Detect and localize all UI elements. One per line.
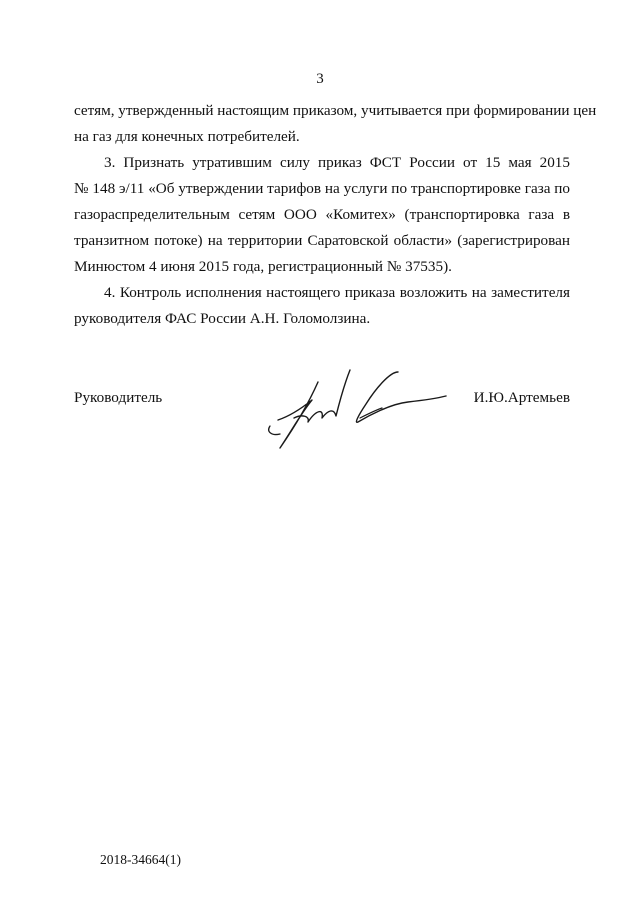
document-id: 2018-34664(1) [100, 852, 181, 867]
paragraph-1-line-1: сетям, утвержденный настоящим приказом, учитывается при формировании цен [74, 102, 597, 119]
paragraph-2-line-5: Минюстом 4 июня 2015 года, регистрационный № 37535). [74, 258, 452, 275]
signatory-title: Руководитель [74, 389, 163, 406]
signature-stroke-5 [360, 408, 382, 418]
paragraph-2-line-3: газораспределительным сетям ООО «Комитех» (транспортировка газа в [74, 206, 570, 223]
signatory-name: И.Ю.Артемьев [473, 389, 570, 406]
signature-stroke-3 [269, 426, 280, 435]
page-number: 3 [316, 71, 324, 87]
paragraph-2-line-2: № 148 э/11 «Об утверждении тарифов на услуги по транспортировке газа по [74, 180, 570, 197]
signature-stroke-1 [278, 382, 318, 448]
paragraph-1-line-2: на газ для конечных потребителей. [74, 128, 300, 145]
paragraph-3-line-1: 4. Контроль исполнения настоящего приказа возложить на заместителя [104, 284, 570, 301]
paragraph-2-line-1: 3. Признать утратившим силу приказ ФСТ России от 15 мая 2015 [104, 154, 570, 171]
paragraph-3-line-2: руководителя ФАС России А.Н. Голомолзина. [74, 310, 371, 327]
paragraph-2-line-4: транзитном потоке) на территории Саратовской области» (зарегистрирован [74, 232, 570, 249]
signature-stroke-4 [356, 372, 446, 422]
handwritten-signature [258, 360, 448, 455]
